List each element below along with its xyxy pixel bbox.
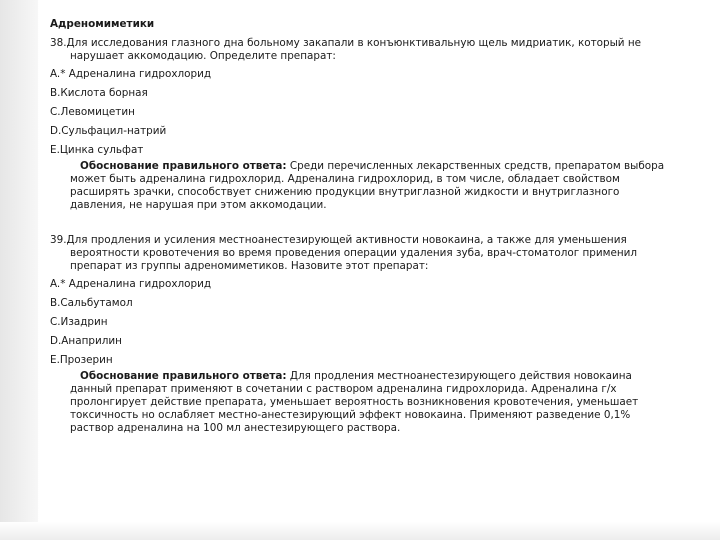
option-c: C.Изадрин	[50, 316, 108, 328]
option-d: D.Сульфацил-натрий	[50, 125, 167, 137]
question-39	[50, 234, 670, 273]
slide-content	[50, 18, 670, 435]
bottom-decorative-band	[0, 522, 720, 540]
question-text-line-1: Для исследования глазного дна больному закапали в конъюнктивальную щель мидриатик, который не	[66, 37, 642, 49]
option-e: E.Прозерин	[50, 354, 113, 366]
option-b: B.Кислота борная	[50, 87, 148, 99]
question-text-line-2: нарушает аккомодацию. Определите препарат:	[70, 50, 336, 62]
answer-line-3: пролонгирует действие препарата, уменьшает вероятность возникновения кровотечения, уменьшает	[70, 396, 639, 408]
answer-label: Обоснование правильного ответа:	[80, 160, 287, 172]
answer-line-1: Для продления местноанестезирующего действия новокаина	[286, 370, 632, 382]
option-a: A.* Адреналина гидрохлорид	[50, 68, 212, 80]
question-number: 39.	[50, 234, 67, 246]
page-title: Адреномиметики	[50, 18, 155, 30]
answer-label: Обоснование правильного ответа:	[80, 370, 287, 382]
answer-line-4: давления, не нарушая при этом аккомодации.	[70, 199, 327, 211]
answer-line-2: может быть адреналина гидрохлорид. Адреналина гидрохлорид, в том числе, обладает свойством	[70, 173, 620, 185]
question-text-line-3: препарат из группы адреномиметиков. Назовите этот препарат:	[70, 260, 429, 272]
question-text-line-1: Для продления и усиления местноанестезирующей активности новокаина, а также для уменьшения	[66, 234, 627, 246]
answer-line-5: раствор адреналина на 100 мл анестезирующего раствора.	[70, 422, 401, 434]
option-c: C.Левомицетин	[50, 106, 135, 118]
option-b: B.Сальбутамол	[50, 297, 133, 309]
option-e: E.Цинка сульфат	[50, 144, 144, 156]
answer-line-2: данный препарат применяют в сочетании с раствором адреналина гидрохлорида. Адреналина г/х	[70, 383, 617, 395]
answer-line-1: Среди перечисленных лекарственных средств, препаратом выбора	[286, 160, 665, 172]
left-decorative-band	[0, 0, 38, 540]
option-d: D.Анаприлин	[50, 335, 122, 347]
answer-line-4: токсичность но ослабляет местно-анестезирующий эффект новокаина. Применяют разведение 0,1%	[70, 409, 631, 421]
option-a: A.* Адреналина гидрохлорид	[50, 278, 212, 290]
question-38	[50, 37, 670, 63]
answer-line-3: расширять зрачки, способствует снижению продукции внутриглазной жидкости и внутриглазного	[70, 186, 620, 198]
question-number: 38.	[50, 37, 67, 49]
answer-explanation-38	[50, 160, 670, 212]
answer-explanation-39	[50, 370, 670, 435]
question-text-line-2: вероятности кровотечения во время проведения операции удаления зуба, врач-стоматолог применил	[70, 247, 638, 259]
